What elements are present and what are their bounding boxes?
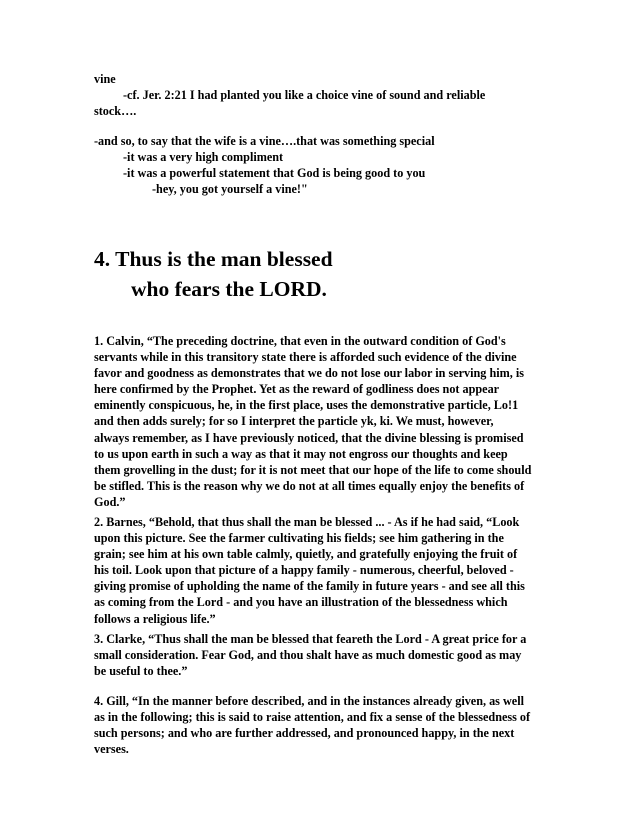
intro-line-compliment: -it was a very high compliment bbox=[123, 150, 284, 164]
text-line: such persons; and who are further addressed, and pronounced happy, in the next bbox=[94, 726, 515, 741]
section-heading-line2: who fears the LORD. bbox=[131, 277, 327, 301]
text-line: servants while in this transitory state there is afforded such evidence of the divine bbox=[94, 350, 517, 365]
text-line: 3. Clarke, “Thus shall the man be blessed that feareth the Lord - A great price for a bbox=[94, 632, 527, 646]
text-line: God.” bbox=[94, 494, 126, 509]
text-line: giving promise of upholding the name of the family in future years - and see all this bbox=[94, 579, 525, 594]
intro-line-hey: -hey, you got yourself a vine!" bbox=[152, 182, 308, 196]
text-line: favor and goodness as demonstrates that we do not lose our labor in serving him, is bbox=[94, 366, 524, 381]
text-line: 2. Barnes, “Behold, that thus shall the man be blessed ... - As if he had said, “Look bbox=[94, 515, 520, 529]
text-line: as coming from the Lord - and you have an illustration of the blessedness which bbox=[94, 595, 508, 610]
text-line: 1. Calvin, “The preceding doctrine, that even in the outward condition of God's bbox=[94, 334, 506, 348]
commentary-barnes bbox=[94, 514, 550, 627]
intro-line-vine: vine bbox=[94, 72, 116, 86]
text-line: upon this picture. See the farmer cultivating his fields; see him gathering in the bbox=[94, 531, 504, 546]
text-line: to us upon earth in such a way as that it may not engross our thoughts and keep bbox=[94, 446, 508, 461]
text-line: them grovelling in the dust; for it is not meet that our hope of the life to come should bbox=[94, 462, 532, 477]
text-line: here confirmed by the Prophet. Yet as the reward of godliness does not appear bbox=[94, 382, 500, 397]
text-line: small consideration. Fear God, and thou shalt have as much domestic good as may bbox=[94, 648, 522, 663]
text-line: always remember, as I have previously noticed, that the divine blessing is promised bbox=[94, 430, 524, 445]
section-heading-line1: 4. Thus is the man blessed bbox=[94, 247, 333, 271]
text-line: follows a religious life.” bbox=[94, 611, 216, 626]
text-line: be stifled. This is the reason why we do not at all times equally enjoy the benefits of bbox=[94, 478, 525, 493]
intro-line-statement: -it was a powerful statement that God is being good to you bbox=[123, 166, 426, 180]
text-line: 4. Gill, “In the manner before described, and in the instances already given, as well bbox=[94, 694, 524, 708]
commentary-calvin bbox=[94, 333, 550, 510]
commentary-clarke bbox=[94, 631, 550, 679]
text-line: be useful to thee.” bbox=[94, 664, 188, 679]
intro-line-jeremiah-ref: -cf. Jer. 2:21 I had planted you like a choice vine of sound and reliable bbox=[123, 88, 486, 102]
text-line: grain; see him at his own table calmly, quietly, and gratefully enjoying the fruit of bbox=[94, 547, 518, 562]
text-line: his toil. Look upon that picture of a happy family - numerous, cheerful, beloved - bbox=[94, 563, 514, 578]
intro-line-wife-vine: -and so, to say that the wife is a vine….that was something special bbox=[94, 134, 435, 148]
commentary-gill bbox=[94, 693, 550, 757]
text-line: as in the following; this is said to raise attention, and fix a sense of the blessedness of bbox=[94, 710, 531, 725]
intro-line-stock: stock…. bbox=[94, 104, 137, 118]
text-line: verses. bbox=[94, 742, 129, 757]
text-line: and then adds surely; for so I interpret the particle yk, ki. We must, however, bbox=[94, 414, 494, 429]
text-line: eminently conspicuous, he, in the first place, uses the demonstrative particle, Lo!1 bbox=[94, 398, 519, 413]
